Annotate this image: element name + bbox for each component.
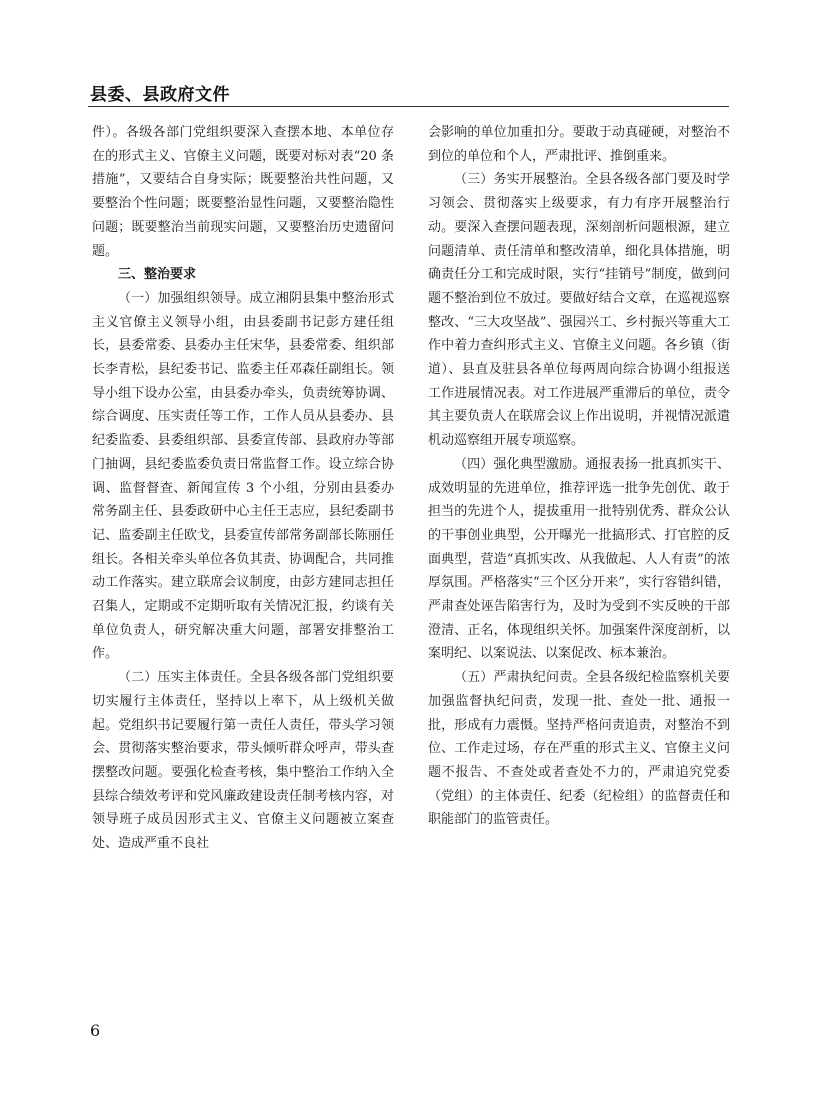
header-rule: [88, 106, 729, 107]
paragraph-accountability: （五）严肃执纪问责。全县各级纪检监察机关要加强监督执纪问责，发现一批、查处一批、通报一批，形成有力震慑。坚持严格问责追责，对整治不到位、工作走过场，存在严重的形式主义、官僚主义问题不报告、不查处或者查处不力的，严肃追究党委（党组）的主体责任、纪委（纪检组）的监督责任和职能部门的监管责任。: [428, 670, 730, 828]
running-header: 县委、县政府文件: [90, 85, 230, 105]
paragraph-incentive: （四）强化典型激励。通报表扬一批真抓实干、成效明显的先进单位，推荐评选一批争先创优、敢于担当的先进个人，提拔重用一批特别优秀、群众公认的干事创业典型，公开曝光一批搞形式、打官腔的反面典型，营造“真抓实改、从我做起、人人有责”的浓厚氛围。严格落实“三个区分开来”，实行容错纠错，严肃查处诬告陷害行为，及时为受到不实反映的干部澄清、正名，体现组织关怀。加强案件深度剖析，以案明纪、以案说法、以案促改、标本兼治。: [428, 456, 730, 662]
paragraph-rectification: （三）务实开展整治。全县各级各部门要及时学习领会、贯彻落实上级要求，有力有序开展整治行动。要深入查摆问题表现，深刻剖析问题根源，建立问题清单、责任清单和整改清单，细化具体措施，明确责任分工和完成时限，实行“挂销号”制度，做到问题不整治到位不放过。要做好结合文章，在巡视巡察整改、“三大攻坚战”、强园兴工、乡村振兴等重大工作中着力查纠形式主义、官僚主义问题。各乡镇（街道）、县直及驻县各单位每两周向综合协调小组报送工作进展情况表。对工作进展严重滞后的单位，责令其主要负责人在联席会议上作出说明，并视情况派遣机动巡察组开展专项巡察。: [428, 172, 730, 449]
paragraph-continued: 件）。各级各部门党组织要深入查摆本地、本单位存在的形式主义、官僚主义问题，既要对标对表“20 条措施”，又要结合自身实际；既要整治共性问题，又要整治个性问题；既要整治显性问题，又要整治隐性问题；既要整治当前现实问题，又要整治历史遗留问题。: [92, 125, 394, 259]
paragraph-responsibility: （二）压实主体责任。全县各级各部门党组织要切实履行主体责任，坚持以上率下，从上级机关做起。党组织书记要履行第一责任人责任，带头学习领会、贯彻落实整治要求，带头倾听群众呼声，带头查摆整改问题。要强化检查考核，集中整治工作纳入全县综合绩效考评和党风廉政建设责任制考核内容，对领导班子成员因形式主义、官僚主义问题被立案查处、造成严重不良社: [92, 670, 394, 852]
paragraph-organization: （一）加强组织领导。成立湘阴县集中整治形式主义官僚主义领导小组，由县委副书记彭方建任组长，县委常委、县委办主任宋华，县委常委、组织部长李青松，县纪委书记、监委主任邓森任副组长。领导小组下设办公室，由县委办牵头，负责统筹协调、综合调度、压实责任等工作，工作人员从县委办、县纪委监委、县委组织部、县委宣传部、县政府办等部门抽调，县纪委监委负责日常监督工作。设立综合协调、监督督查、新闻宣传 3 个小组，分别由县委办常务副主任、县委政研中心主任王志应，县纪委副书记、监委副主任欧戈，县委宣传部常务副部长陈丽任组长。各相关牵头单位各负其责、协调配合，共同推动工作落实。建立联席会议制度，由彭方建同志担任召集人，定期或不定期听取有关情况汇报，约谈有关单位负责人，研究解决重大问题，部署安排整治工作。: [92, 290, 394, 662]
section-heading: 三、整治要求: [118, 267, 197, 283]
paragraph-continued-right: 会影响的单位加重扣分。要敢于动真碰硬，对整治不到位的单位和个人，严肃批评、推倒重来。: [428, 125, 730, 164]
right-column: [428, 121, 730, 832]
page-number: 6: [90, 1021, 101, 1040]
left-column: [92, 121, 394, 856]
